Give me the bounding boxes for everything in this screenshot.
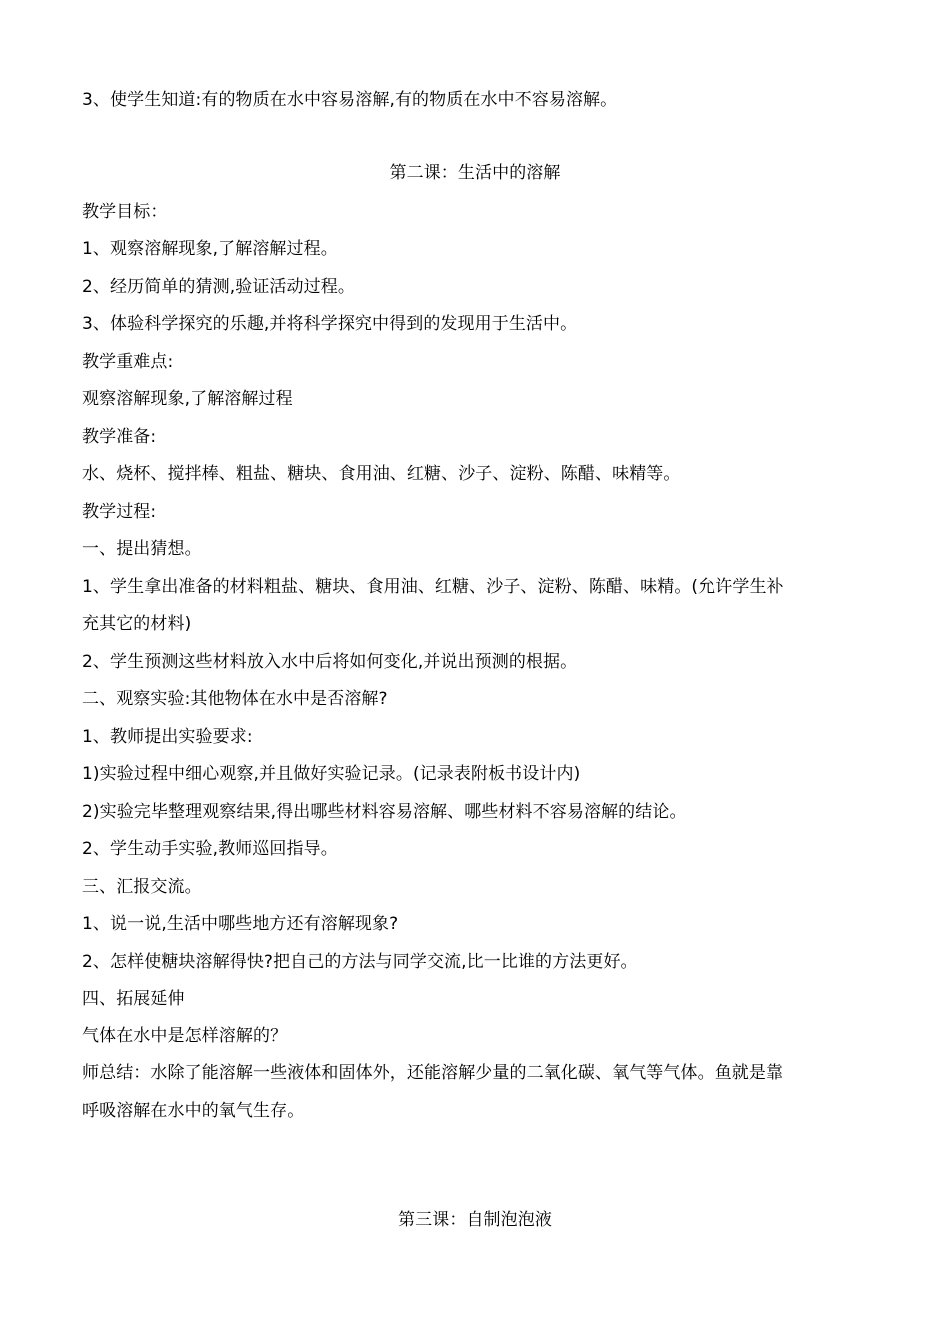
- section-1-item-1-line-1: 1、学生拿出准备的材料粗盐、糖块、食用油、红糖、沙子、淀粉、陈醋、味精。(允许学生补: [82, 577, 784, 597]
- goals-heading: 教学目标：: [82, 202, 168, 222]
- key-points-text: 观察溶解现象,了解溶解过程: [82, 389, 293, 409]
- goal-item-3: 3、体验科学探究的乐趣,并将科学探究中得到的发现用于生活中。: [82, 314, 578, 334]
- summary-line-2: 呼吸溶解在水中的氧气生存。: [82, 1101, 305, 1121]
- summary-line-1: 师总结：水除了能溶解一些液体和固体外，还能溶解少量的二氧化碳、氧气等气体。鱼就是靠: [82, 1063, 784, 1083]
- intro-line: 3、使学生知道:有的物质在水中容易溶解,有的物质在水中不容易溶解。: [82, 90, 618, 110]
- section-2-subitem-2: 2)实验完毕整理观察结果,得出哪些材料容易溶解、哪些材料不容易溶解的结论。: [82, 802, 687, 822]
- section-2-heading: 二、观察实验:其他物体在水中是否溶解?: [82, 689, 388, 709]
- section-3-heading: 三、汇报交流。: [82, 877, 202, 897]
- preparation-heading: 教学准备:: [82, 427, 157, 447]
- goal-item-1: 1、观察溶解现象,了解溶解过程。: [82, 239, 338, 259]
- section-4-question: 气体在水中是怎样溶解的？: [82, 1026, 288, 1046]
- goal-item-2: 2、经历简单的猜测,验证活动过程。: [82, 277, 355, 297]
- lesson3-title: 第三课：自制泡泡液: [398, 1210, 552, 1230]
- section-2-item-1: 1、教师提出实验要求:: [82, 727, 253, 747]
- section-3-item-1: 1、说一说,生活中哪些地方还有溶解现象?: [82, 914, 399, 934]
- preparation-text: 水、烧杯、搅拌棒、粗盐、糖块、食用油、红糖、沙子、淀粉、陈醋、味精等。: [82, 464, 681, 484]
- section-1-item-2: 2、学生预测这些材料放入水中后将如何变化,并说出预测的根据。: [82, 652, 578, 672]
- section-2-subitem-1: 1)实验过程中细心观察,并且做好实验记录。(记录表附板书设计内): [82, 764, 581, 784]
- process-heading: 教学过程:: [82, 502, 157, 522]
- section-1-heading: 一、提出猜想。: [82, 539, 202, 559]
- section-1-item-1-line-2: 充其它的材料): [82, 614, 192, 634]
- key-points-heading: 教学重难点:: [82, 352, 174, 372]
- section-2-item-2: 2、学生动手实验,教师巡回指导。: [82, 839, 338, 859]
- section-4-heading: 四、拓展延伸: [82, 989, 185, 1009]
- lesson2-title: 第二课：生活中的溶解: [389, 163, 561, 183]
- section-3-item-2: 2、怎样使糖块溶解得快?把自己的方法与同学交流,比一比谁的方法更好。: [82, 952, 638, 972]
